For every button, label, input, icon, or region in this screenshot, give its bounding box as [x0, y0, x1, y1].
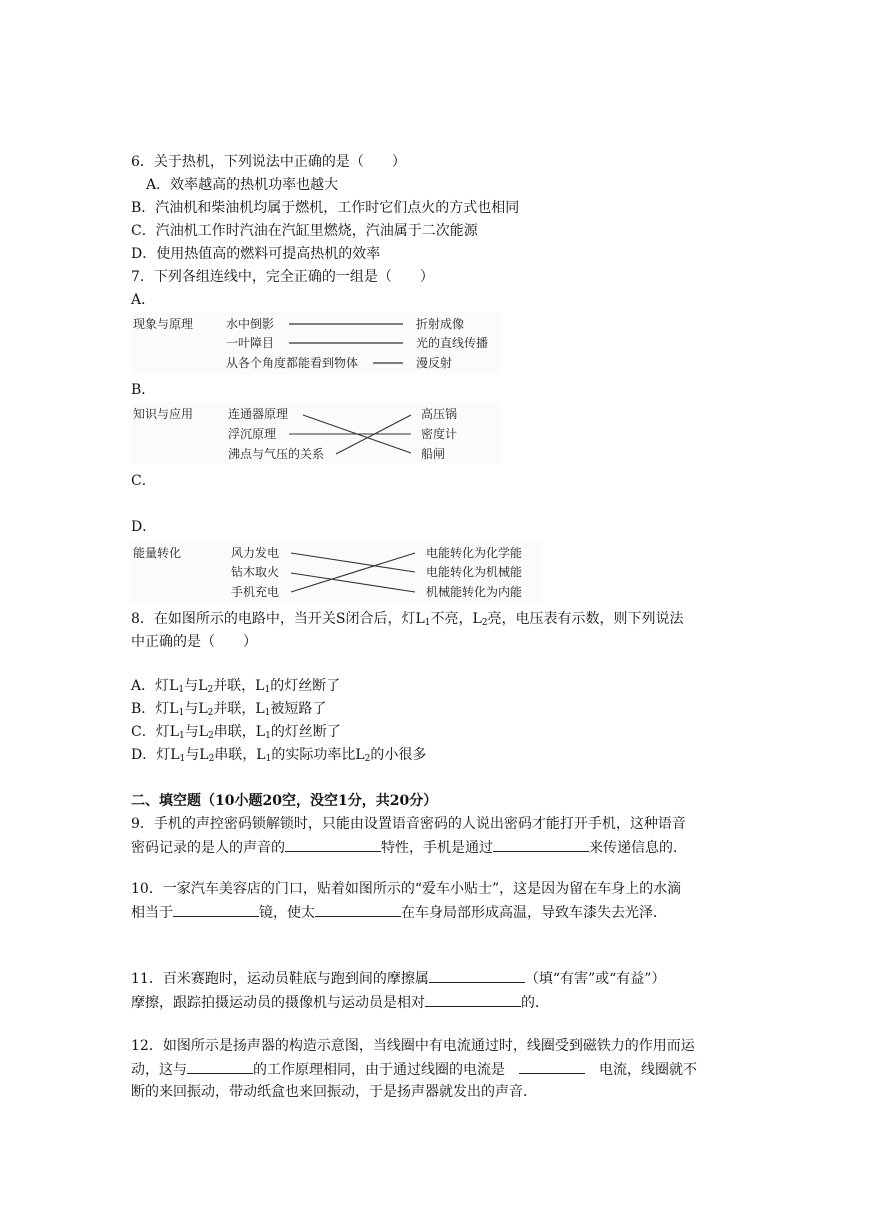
fig-d-left-3: 手机充电 [231, 585, 280, 599]
q7-option-b-label: B． [131, 382, 156, 398]
fig-b-right-2: 密度计 [421, 427, 458, 441]
q9-blank-1[interactable] [285, 837, 381, 852]
q6-option-c: C．汽油机工作时汽油在汽缸里燃烧，汽油属于二次能源 [131, 223, 478, 239]
fig-b-heading: 知识与应用 [133, 407, 194, 421]
q7-option-a-label: A． [131, 292, 156, 308]
q12-blank-2[interactable] [519, 1059, 585, 1074]
fig-d-left-1: 风力发电 [231, 546, 280, 560]
q10-line-2: 相当于 镜，使太 在车身局部形成高温，导致车漆失去光泽． [131, 902, 667, 923]
q11-blank-1[interactable] [429, 968, 525, 983]
fig-a-left-2: 一叶障目 [226, 336, 275, 350]
q11-line-1: 11．百米赛跑时，运动员鞋底与跑到间的摩擦属 （填“有害”或“有益”） [131, 968, 665, 989]
q10-blank-1[interactable] [173, 902, 259, 917]
fig-d-left-2: 钻木取火 [231, 565, 280, 579]
fig-d-right-2: 电能转化为机械能 [426, 565, 523, 579]
q6-option-d: D．使用热值高的燃料可提高热机的效率 [131, 246, 381, 262]
q12-blank-1[interactable] [187, 1059, 253, 1074]
q7-option-c-label: C． [131, 473, 156, 489]
q10-line-1: 10．一家汽车美容店的门口，贴着如图所示的“爱车小贴士”，这是因为留在车身上的水滴 [131, 881, 682, 897]
fig-a-right-2: 光的直线传播 [416, 336, 489, 350]
fig-b-left-2: 浮沉原理 [228, 427, 277, 441]
q12-line-1: 12．如图所示是扬声器的构造示意图，当线圈中有电流通过时，线圈受到磁铁力的作用而运 [131, 1038, 695, 1054]
q12-line-2: 动，这与 的工作原理相同，由于通过线圈的电流是 电流，线圈就不 [131, 1059, 697, 1080]
q8-stem-line-2: 中正确的是（ ） [131, 634, 257, 650]
q9-line-2: 密码记录的是人的声音的 特性，手机是通过 来传递信息的． [131, 837, 687, 858]
q11-line-2: 摩擦，跟踪拍摄运动员的摄像机与运动员是相对 的． [131, 992, 549, 1013]
q7-option-d-label: D． [131, 519, 157, 535]
fig-d-right-3: 机械能转化为内能 [426, 585, 523, 599]
q10-blank-2[interactable] [315, 902, 401, 917]
q8-option-b: B．灯$L_1$与$L_2$并联，$L_1$被短路了 [131, 701, 327, 718]
fig-b-right-1: 高压锅 [421, 407, 458, 421]
q7-figure-d [131, 540, 541, 606]
q12-line-3: 断的来回振动，带动纸盒也来回振动，于是扬声器就发出的声音． [131, 1084, 537, 1100]
q7-figure-b [131, 402, 501, 468]
q8-option-d: D．灯$L_1$与$L_2$串联，$L_1$的实际功率比$L_2$的小很多 [131, 747, 427, 764]
fig-b-left-1: 连通器原理 [228, 407, 289, 421]
q6-option-b: B．汽油机和柴油机均属于燃机，工作时它们点火的方式也相同 [131, 200, 520, 216]
q8-option-c: C．灯$L_1$与$L_2$串联，$L_1$的灯丝断了 [131, 724, 341, 741]
fig-b-left-3: 沸点与气压的关系 [228, 447, 325, 461]
fig-a-left-1: 水中倒影 [226, 317, 275, 331]
q7-figure-a [131, 312, 501, 378]
q7-stem: 7．下列各组连线中，完全正确的一组是（ ） [131, 269, 434, 285]
q9-line-1: 9．手机的声控密码锁解锁时，只能由设置语音密码的人说出密码才能打开手机，这种语音 [131, 816, 686, 832]
section-2-title: 二、填空题（10小题20空，没空1分，共20分） [131, 793, 438, 809]
q9-blank-2[interactable] [493, 837, 589, 852]
fig-d-heading: 能量转化 [133, 546, 182, 560]
fig-a-left-3: 从各个角度都能看到物体 [226, 356, 359, 370]
q6-stem: 6．关于热机，下列说法中正确的是（ ） [131, 154, 406, 170]
q8-option-a: A．灯$L_1$与$L_2$并联，$L_1$的灯丝断了 [131, 678, 341, 695]
fig-d-right-1: 电能转化为化学能 [426, 546, 523, 560]
fig-b-right-3: 船闸 [421, 447, 446, 461]
fig-a-right-3: 漫反射 [416, 356, 453, 370]
fig-a-heading: 现象与原理 [133, 317, 194, 331]
fig-a-right-1: 折射成像 [416, 317, 465, 331]
q6-option-a: A．效率越高的热机功率也越大 [146, 177, 339, 193]
q11-blank-2[interactable] [425, 992, 521, 1007]
q8-stem-line-1: 8．在如图所示的电路中，当开关S闭合后，灯$L_1$不亮，$L_2$亮，电压表有示数，则下列说法 [131, 611, 684, 628]
